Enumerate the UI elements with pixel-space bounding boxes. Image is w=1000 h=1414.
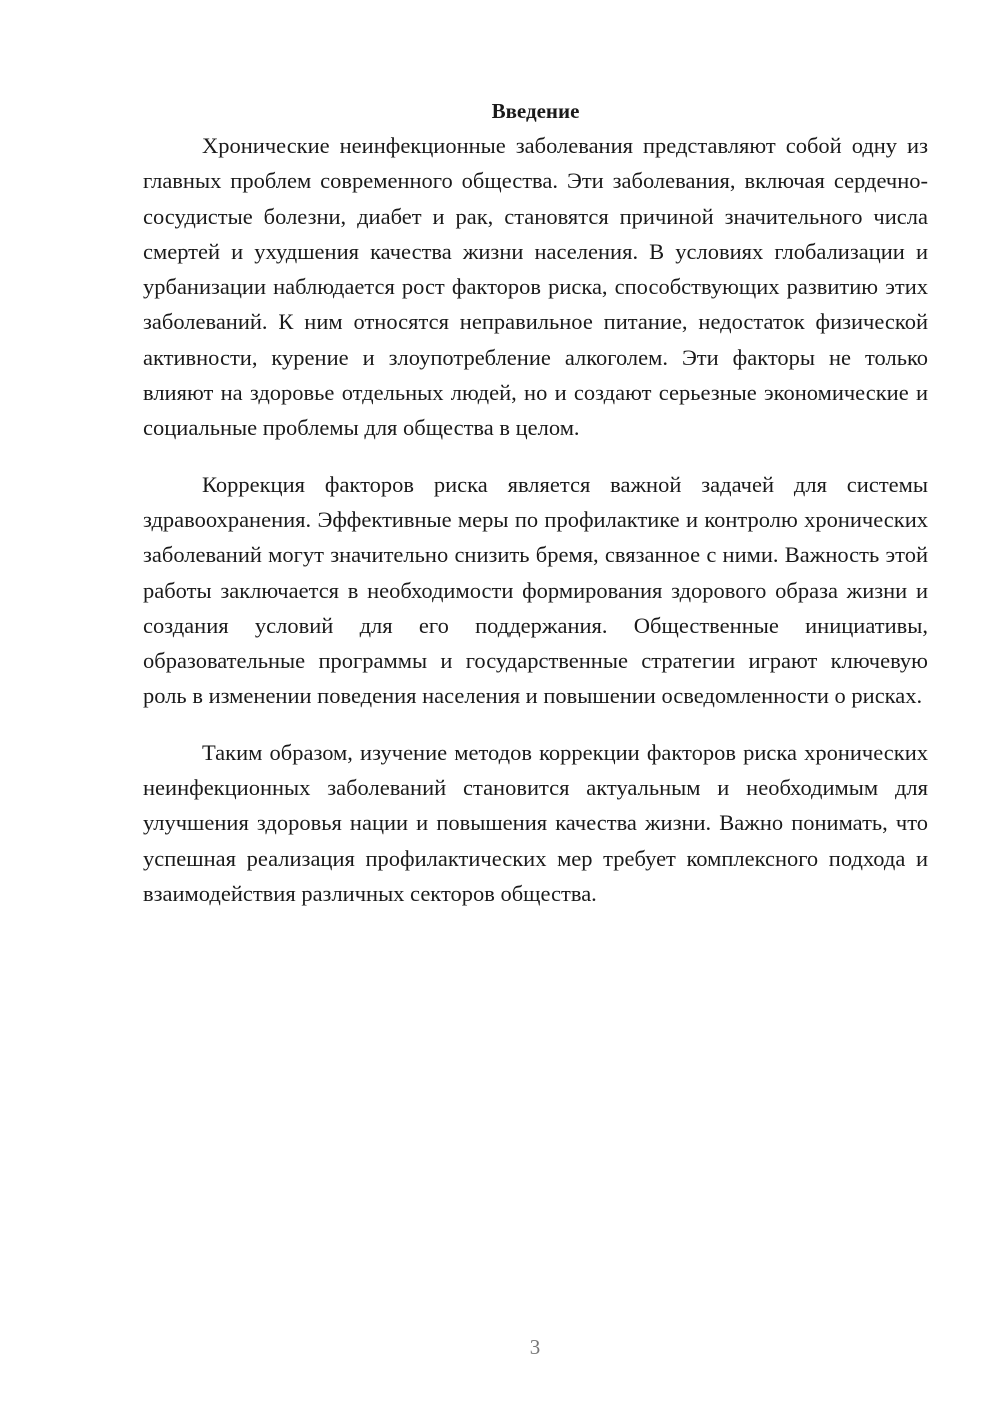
page-number: 3 (529, 1335, 541, 1359)
paragraph-3: Таким образом, изучение методов коррекции факторов риска хронических неинфекционных заболеваний становится актуальным и необходимым для улучшения здоровья нации и повышения качества жизни. Важно понимать, что успешная реализация профилактических мер требует комплексного подхода и взаимодействия различных секторов общества. (143, 739, 928, 906)
section-title: Введение (491, 99, 580, 123)
page-content (143, 96, 928, 932)
paragraph-2: Коррекция факторов риска является важной задачей для системы здравоохранения. Эффективные меры по профилактике и контролю хронических заболеваний могут значительно снизить бремя, связанное с ними. Важность этой работы заключается в необходимости формирования здорового образа жизни и создания условий для его поддержания. Общественные инициативы, образовательные программы и государственные стратегии играют ключевую роль в изменении поведения населения и повышении осведомленности о рисках. (143, 471, 928, 709)
paragraph-1: Хронические неинфекционные заболевания представляют собой одну из главных проблем современного общества. Эти заболевания, включая сердечно-сосудистые болезни, диабет и рак, становятся причиной значительного числа смертей и ухудшения качества жизни населения. В условиях глобализации и урбанизации наблюдается рост факторов риска, способствующих развитию этих заболеваний. К ним относятся неправильное питание, недостаток физической активности, курение и злоупотребление алкоголем. Эти факторы не только влияют на здоровье отдельных людей, но и создают серьезные экономические и социальные проблемы для общества в целом. (143, 133, 928, 441)
